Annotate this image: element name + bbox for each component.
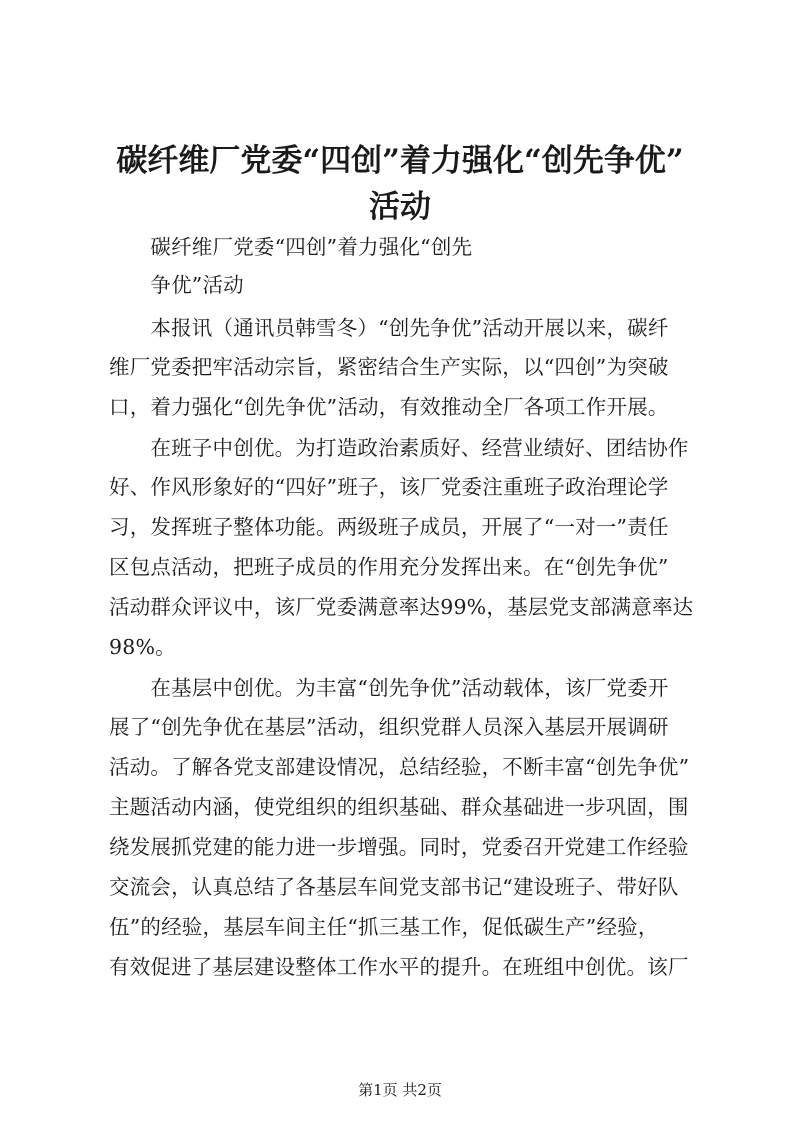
body-line: 展了“创先争优在基层”活动，组织党群人员深入基层开展调研 bbox=[109, 715, 669, 739]
body-line: 98%。 bbox=[109, 635, 176, 659]
body-line: 交流会，认真总结了各基层车间党支部书记“建设班子、带好队 bbox=[109, 875, 679, 899]
body-line: 区包点活动，把班子成员的作用充分发挥出来。在“创先争优” bbox=[109, 555, 669, 579]
body-line: 有效促进了基层建设整体工作水平的提升。在班组中创优。该厂 bbox=[109, 955, 689, 979]
document-title-line-2: 活动 bbox=[369, 189, 431, 225]
body-line: 活动群众评议中，该厂党委满意率达99%，基层党支部满意率达 bbox=[109, 595, 694, 619]
body-line: 口，着力强化“创先争优”活动，有效推动全厂各项工作开展。 bbox=[109, 395, 669, 419]
body-line: 活动。了解各党支部建设情况，总结经验，不断丰富“创先争优” bbox=[109, 755, 690, 779]
body-line: 争优”活动 bbox=[109, 273, 244, 297]
body-line: 伍”的经验，基层车间主任“抓三基工作，促低碳生产”经验， bbox=[109, 915, 659, 939]
body-line: 好、作风形象好的“四好”班子，该厂党委注重班子政治理论学 bbox=[109, 475, 669, 499]
body-line: 本报讯（通讯员韩雪冬）“创先争优”活动开展以来，碳纤 bbox=[109, 316, 669, 340]
body-line: 在班子中创优。为打造政治素质好、经营业绩好、团结协作 bbox=[109, 436, 689, 460]
body-line: 在基层中创优。为丰富“创先争优”活动载体，该厂党委开 bbox=[109, 676, 669, 700]
body-line: 绕发展抓党建的能力进一步增强。同时，党委召开党建工作经验 bbox=[109, 835, 689, 859]
body-line: 主题活动内涵，使党组织的组织基础、群众基础进一步巩固，围 bbox=[109, 795, 689, 819]
body-line: 碳纤维厂党委“四创”着力强化“创先 bbox=[109, 235, 473, 259]
body-line: 维厂党委把牢活动宗旨，紧密结合生产实际，以“四创”为突破 bbox=[109, 355, 669, 379]
document-title-line-1: 碳纤维厂党委“四创”着力强化“创先争优” bbox=[116, 143, 684, 179]
body-line: 习，发挥班子整体功能。两级班子成员，开展了“一对一”责任 bbox=[109, 515, 669, 539]
page-footer: 第1页 共2页 bbox=[358, 1081, 442, 1099]
